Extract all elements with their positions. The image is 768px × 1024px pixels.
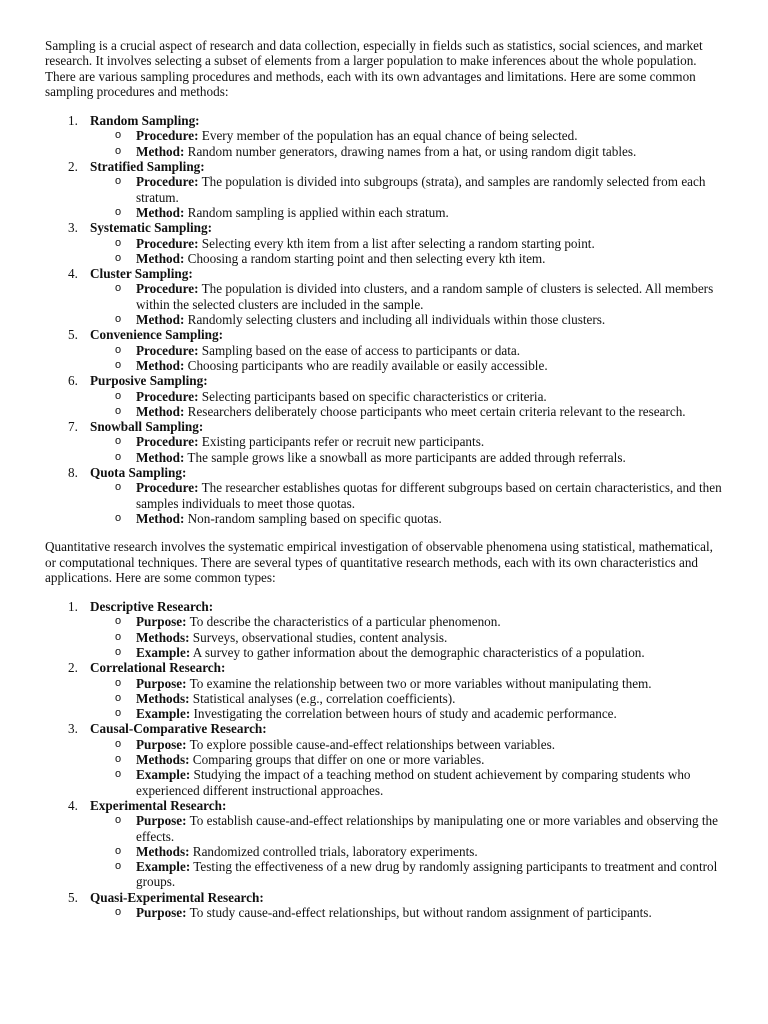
circle-bullet-icon: o [115, 450, 122, 463]
sub-item-key: Methods: [136, 690, 190, 706]
sub-item [90, 312, 724, 327]
sub-list [90, 281, 724, 327]
sub-item [90, 645, 724, 660]
sub-item-text: Choosing a random starting point and then selecting every kth item. [187, 250, 546, 266]
circle-bullet-icon: o [115, 358, 122, 371]
sub-item-text: Randomly selecting clusters and including all individuals within those clusters. [187, 312, 606, 328]
item-number: 2. [68, 159, 78, 175]
sub-item [90, 767, 724, 798]
sub-item-text: Selecting participants based on specific characteristics or criteria. [201, 388, 547, 404]
sub-item-key: Procedure: [136, 342, 199, 358]
sub-item-text: Randomized controlled trials, laboratory experiments. [192, 843, 478, 859]
sub-list [90, 480, 724, 526]
list-item [45, 159, 724, 220]
circle-bullet-icon: o [115, 844, 122, 857]
circle-bullet-icon: o [115, 691, 122, 704]
item-number: 5. [68, 889, 78, 905]
circle-bullet-icon: o [115, 645, 122, 658]
sub-item [90, 358, 724, 373]
sub-item-key: Example: [136, 644, 191, 660]
item-number: 3. [68, 220, 78, 236]
sub-item [90, 737, 724, 752]
item-heading: Snowball Sampling: [90, 419, 204, 435]
sub-list [90, 614, 724, 660]
sub-item [90, 676, 724, 691]
sub-item-text: To study cause-and-effect relationships, but without random assignment of participants. [189, 905, 652, 921]
sub-item [90, 450, 724, 465]
sub-item-key: Purpose: [136, 614, 187, 630]
sub-item-text: The population is divided into clusters, and a random sample of clusters is selected. All members within the selected clusters are included in the sample. [136, 281, 714, 312]
sub-item-text: Investigating the correlation between hours of study and academic performance. [193, 706, 617, 722]
sub-item [90, 706, 724, 721]
circle-bullet-icon: o [115, 707, 122, 720]
circle-bullet-icon: o [115, 236, 122, 249]
numbered-list [45, 113, 724, 526]
item-heading: Purposive Sampling: [90, 373, 208, 389]
sub-item-key: Method: [136, 204, 185, 220]
item-number: 1. [68, 113, 78, 129]
circle-bullet-icon: o [115, 814, 122, 827]
sub-item-text: Every member of the population has an equal chance of being selected. [201, 128, 578, 144]
intro-paragraph: Sampling is a crucial aspect of research and data collection, especially in fields such as statistics, social sciences, and market research. It involves selecting a subset of elements from a larger population to make inferences about the whole population. There are various sampling procedures and methods, each with its own advantages and limitations. Here are some common sampling procedures and methods: [45, 38, 703, 99]
sub-item-text: Random number generators, drawing names from a hat, or using random digit tables. [187, 143, 637, 159]
sub-item-text: The researcher establishes quotas for different subgroups based on certain characteristics, and then samples individuals to meet those quotas. [136, 480, 722, 511]
list-item [45, 890, 724, 921]
circle-bullet-icon: o [115, 737, 122, 750]
sub-item [90, 281, 724, 312]
list-item [45, 419, 724, 465]
sub-item-key: Method: [136, 510, 185, 526]
list-item [45, 266, 724, 327]
sub-item-text: Comparing groups that differ on one or more variables. [192, 752, 485, 768]
sub-item-key: Method: [136, 403, 185, 419]
sub-list [90, 236, 724, 267]
sub-list [90, 389, 724, 420]
sub-item-text: To establish cause-and-effect relationships by manipulating one or more variables and observing the effects. [136, 813, 718, 844]
sub-item [90, 859, 724, 890]
sub-item [90, 614, 724, 629]
sub-item-text: Surveys, observational studies, content analysis. [192, 629, 448, 645]
sub-item-key: Procedure: [136, 128, 199, 144]
circle-bullet-icon: o [115, 282, 122, 295]
sub-item [90, 434, 724, 449]
circle-bullet-icon: o [115, 129, 122, 142]
item-heading: Causal-Comparative Research: [90, 721, 267, 737]
item-heading: Quasi-Experimental Research: [90, 889, 264, 905]
circle-bullet-icon: o [115, 144, 122, 157]
sub-item [90, 752, 724, 767]
sub-item-text: The population is divided into subgroups (strata), and samples are randomly selected from each stratum. [136, 174, 706, 205]
sub-item-key: Procedure: [136, 281, 199, 297]
sub-item-text: To explore possible cause-and-effect relationships between variables. [189, 736, 556, 752]
sub-item-text: Studying the impact of a teaching method on student achievement by comparing students who experienced different instructional approaches. [136, 767, 691, 798]
sub-item-key: Method: [136, 357, 185, 373]
item-number: 5. [68, 327, 78, 343]
sub-item-key: Methods: [136, 843, 190, 859]
circle-bullet-icon: o [115, 481, 122, 494]
list-item [45, 721, 724, 797]
sub-item-key: Procedure: [136, 235, 199, 251]
sub-item-text: Existing participants refer or recruit new participants. [201, 434, 485, 450]
list-item [45, 798, 724, 890]
circle-bullet-icon: o [115, 251, 122, 264]
circle-bullet-icon: o [115, 615, 122, 628]
list-item [45, 327, 724, 373]
sub-item-key: Purpose: [136, 736, 187, 752]
numbered-list [45, 599, 724, 920]
item-number: 3. [68, 721, 78, 737]
sub-item-key: Method: [136, 143, 185, 159]
sub-item [90, 174, 724, 205]
item-number: 1. [68, 599, 78, 615]
sub-item-key: Procedure: [136, 434, 199, 450]
circle-bullet-icon: o [115, 768, 122, 781]
circle-bullet-icon: o [115, 404, 122, 417]
list-item [45, 465, 724, 526]
sub-item-text: Testing the effectiveness of a new drug by randomly assigning participants to treatment and control groups. [136, 859, 718, 890]
sub-list [90, 676, 724, 722]
sub-item-key: Procedure: [136, 480, 199, 496]
circle-bullet-icon: o [115, 630, 122, 643]
circle-bullet-icon: o [115, 860, 122, 873]
sub-item [90, 691, 724, 706]
sub-list [90, 174, 724, 220]
sub-item [90, 389, 724, 404]
sub-item-key: Example: [136, 859, 191, 875]
item-heading: Random Sampling: [90, 113, 200, 129]
sub-item [90, 236, 724, 251]
sub-item-key: Methods: [136, 752, 190, 768]
sub-list [90, 128, 724, 159]
list-item [45, 373, 724, 419]
item-heading: Cluster Sampling: [90, 266, 193, 282]
sub-item [90, 205, 724, 220]
sub-list [90, 905, 724, 920]
sub-item-text: Random sampling is applied within each stratum. [187, 204, 449, 220]
intro-paragraph: Quantitative research involves the systematic empirical investigation of observable phenomena using statistical, mathematical, or computational techniques. There are several types of quantitative research methods, each with its own characteristics and applications. Here are some common types: [45, 539, 713, 585]
sub-item [90, 813, 724, 844]
circle-bullet-icon: o [115, 313, 122, 326]
circle-bullet-icon: o [115, 343, 122, 356]
sub-item [90, 251, 724, 266]
sub-item-key: Example: [136, 767, 191, 783]
item-number: 4. [68, 797, 78, 813]
sub-item [90, 511, 724, 526]
circle-bullet-icon: o [115, 906, 122, 919]
sub-item-key: Purpose: [136, 813, 187, 829]
item-number: 6. [68, 373, 78, 389]
sub-list [90, 813, 724, 889]
circle-bullet-icon: o [115, 511, 122, 524]
circle-bullet-icon: o [115, 753, 122, 766]
sub-item-key: Procedure: [136, 388, 199, 404]
sub-item-key: Method: [136, 312, 185, 328]
item-heading: Descriptive Research: [90, 599, 214, 615]
sub-item-text: Researchers deliberately choose participants who meet certain criteria relevant to the research. [187, 403, 686, 419]
item-number: 7. [68, 419, 78, 435]
item-number: 8. [68, 465, 78, 481]
sub-item-text: Statistical analyses (e.g., correlation coefficients). [192, 690, 456, 706]
sub-item-text: Selecting every kth item from a list after selecting a random starting point. [201, 235, 595, 251]
sub-item [90, 905, 724, 920]
sub-list [90, 434, 724, 465]
sub-item [90, 480, 724, 511]
sub-item-text: Non-random sampling based on specific quotas. [187, 510, 442, 526]
list-item [45, 220, 724, 266]
sub-item-key: Methods: [136, 629, 190, 645]
sub-item-key: Purpose: [136, 675, 187, 691]
list-item [45, 113, 724, 159]
sub-item-text: To describe the characteristics of a particular phenomenon. [189, 614, 501, 630]
sub-list [90, 343, 724, 374]
sub-item [90, 844, 724, 859]
sub-item-text: To examine the relationship between two or more variables without manipulating them. [189, 675, 652, 691]
item-heading: Correlational Research: [90, 660, 226, 676]
sub-item-text: Choosing participants who are readily available or easily accessible. [187, 357, 548, 373]
item-heading: Systematic Sampling: [90, 220, 212, 236]
item-heading: Stratified Sampling: [90, 159, 205, 175]
sub-item [90, 404, 724, 419]
item-number: 2. [68, 660, 78, 676]
sub-item-key: Method: [136, 250, 185, 266]
item-heading: Quota Sampling: [90, 465, 187, 481]
circle-bullet-icon: o [115, 676, 122, 689]
circle-bullet-icon: o [115, 175, 122, 188]
sub-item-text: A survey to gather information about the demographic characteristics of a population. [192, 644, 645, 660]
sub-item [90, 630, 724, 645]
sub-item-key: Purpose: [136, 905, 187, 921]
circle-bullet-icon: o [115, 389, 122, 402]
item-heading: Convenience Sampling: [90, 327, 223, 343]
sub-item-text: The sample grows like a snowball as more participants are added through referrals. [187, 449, 626, 465]
item-heading: Experimental Research: [90, 797, 227, 813]
sub-item-key: Method: [136, 449, 185, 465]
sub-item-key: Example: [136, 706, 191, 722]
sub-item [90, 144, 724, 159]
list-item [45, 660, 724, 721]
sub-item [90, 128, 724, 143]
list-item [45, 599, 724, 660]
circle-bullet-icon: o [115, 435, 122, 448]
sub-item [90, 343, 724, 358]
sub-item-key: Procedure: [136, 174, 199, 190]
sub-item-text: Sampling based on the ease of access to participants or data. [201, 342, 521, 358]
circle-bullet-icon: o [115, 205, 122, 218]
item-number: 4. [68, 266, 78, 282]
sub-list [90, 737, 724, 798]
